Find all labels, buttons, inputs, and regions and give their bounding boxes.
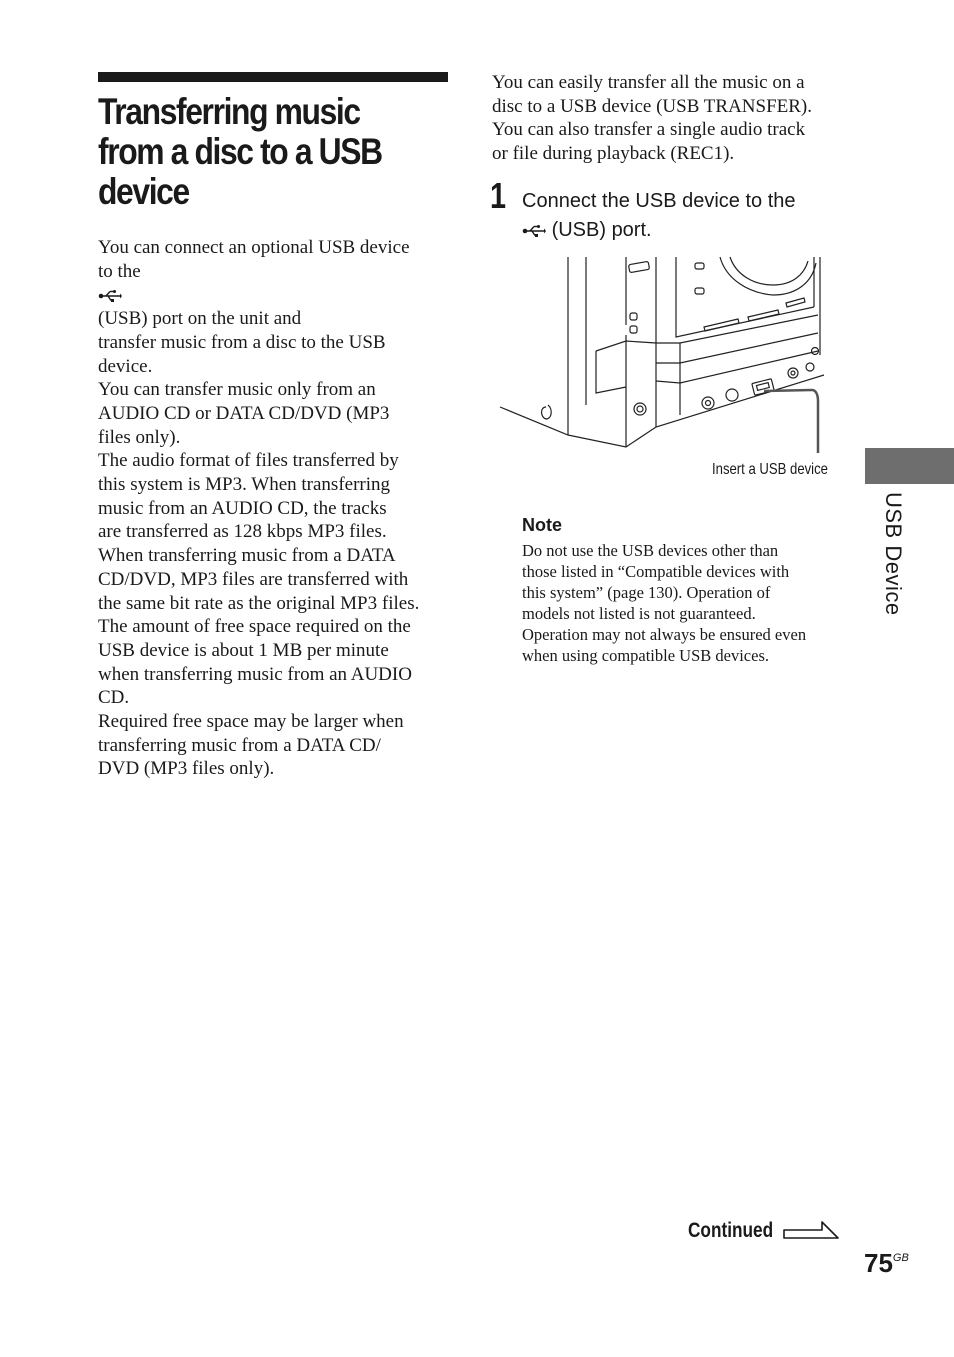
step-line (522, 216, 796, 245)
paragraph-free-space (98, 710, 453, 781)
usb-icon (98, 289, 122, 303)
title-line: from a disc to a USB (98, 131, 382, 172)
text-line: music from an AUDIO CD, the tracks (98, 497, 387, 519)
text-line: or file during playback (REC1). (492, 143, 735, 165)
section-tab (865, 448, 954, 484)
paragraph-sources (98, 378, 453, 449)
note-line: Operation may not always be ensured even (522, 625, 807, 644)
text-line: the same bit rate as the original MP3 files. (98, 592, 420, 614)
continued-label: Continued (688, 1219, 774, 1242)
page-number-suffix: GB (892, 1252, 909, 1264)
intro-text (492, 71, 842, 166)
text-line: are transferred as 128 kbps MP3 files. (98, 521, 387, 543)
text-line: You can easily transfer all the music on a (492, 72, 805, 93)
text-line: this system is MP3. When transferring (98, 474, 391, 496)
step-line: Connect the USB device to the (522, 190, 796, 212)
text-line: You can transfer music only from an (98, 379, 376, 401)
text-line: CD. (98, 687, 130, 709)
intro-paragraph (492, 71, 842, 166)
note-line: Do not use the USB devices other than (522, 541, 779, 560)
paragraph-format (98, 449, 453, 710)
text-line: The audio format of files transferred by (98, 450, 399, 472)
page-number (864, 1248, 909, 1279)
text-line: when transferring music from an AUDIO (98, 663, 412, 685)
text-line: You can connect an optional USB device (98, 237, 410, 258)
usb-port-illustration (498, 255, 828, 455)
note-body (522, 540, 806, 666)
page-number-value: 75 (864, 1248, 893, 1278)
text-line: files only). (98, 426, 181, 448)
usb-icon (522, 224, 546, 238)
text-line: The amount of free space required on the (98, 616, 411, 638)
section-tab-label: USB Device (881, 492, 906, 616)
text-line: device. (98, 355, 153, 377)
note-line: when using compatible USB devices. (522, 646, 770, 665)
step-fragment: (USB) port. (551, 219, 652, 241)
left-column (98, 236, 453, 781)
title-line: Transferring music (98, 91, 360, 132)
text-line: transfer music from a disc to the USB (98, 331, 386, 353)
heading-rule (98, 72, 448, 82)
text-line: USB device is about 1 MB per minute (98, 639, 389, 661)
text-fragment: to the (98, 260, 141, 282)
page-title (98, 92, 408, 212)
text-line: AUDIO CD or DATA CD/DVD (MP3 (98, 402, 390, 424)
text-line: When transferring music from a DATA (98, 545, 396, 567)
text-line: DVD (MP3 files only). (98, 758, 275, 780)
text-line: disc to a USB device (USB TRANSFER). (492, 95, 813, 117)
title-line: device (98, 171, 189, 212)
text-line: transferring music from a DATA CD/ (98, 734, 381, 756)
text-line: You can also transfer a single audio track (492, 119, 806, 141)
note-heading: Note (522, 515, 562, 535)
note-line: those listed in “Compatible devices with (522, 562, 790, 581)
illustration-caption: Insert a USB device (712, 461, 828, 478)
text-line (98, 260, 453, 331)
text-fragment: (USB) port on the unit and (98, 308, 302, 330)
text-line: Required free space may be larger when (98, 711, 404, 733)
continued-arrow-icon (782, 1218, 842, 1242)
note-line: models not listed is not guaranteed. (522, 604, 756, 623)
paragraph-connect (98, 236, 453, 378)
note-line: this system” (page 130). Operation of (522, 583, 771, 602)
step-instruction (522, 187, 796, 245)
text-line: CD/DVD, MP3 files are transferred with (98, 568, 409, 590)
step-number: 1 (490, 175, 507, 216)
